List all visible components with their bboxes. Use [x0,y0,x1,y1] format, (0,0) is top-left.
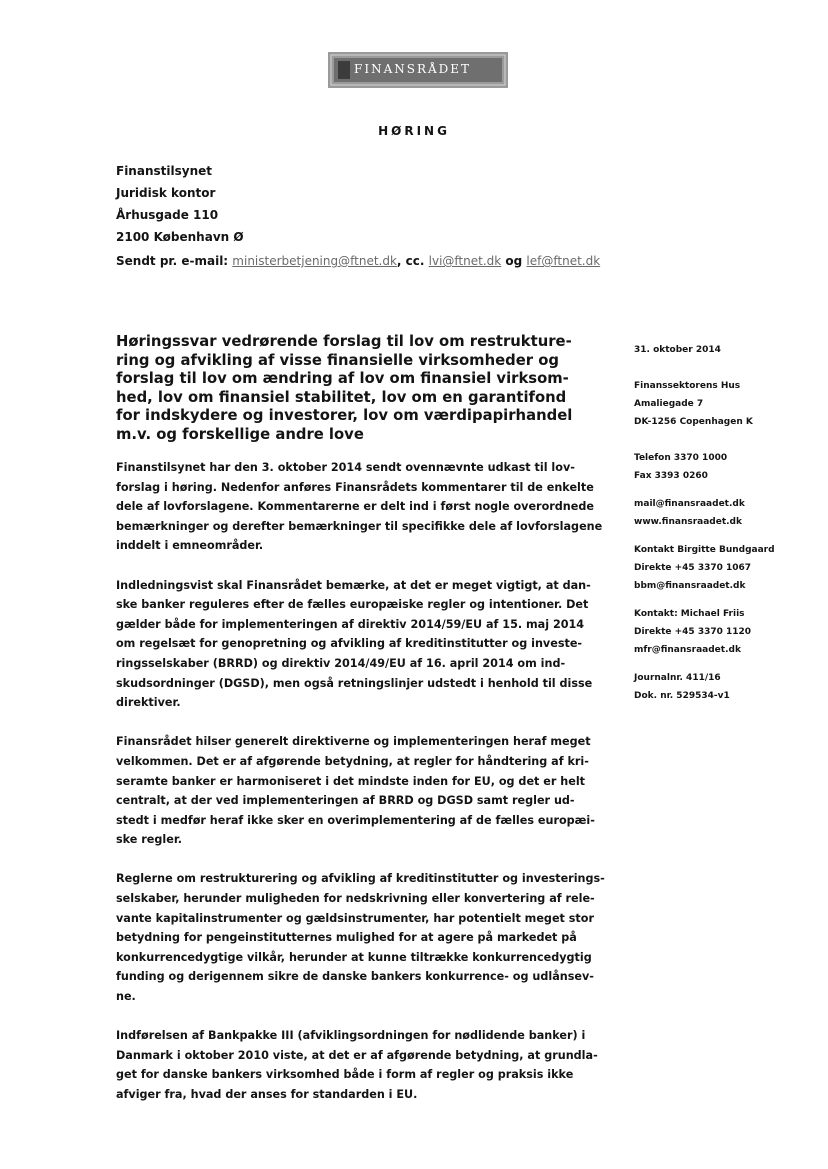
document-heading: HØRING [378,124,450,138]
cc-label: , cc. [396,254,425,268]
subject-line: forslag til lov om ændring af lov om finansiel virksom- [116,370,569,387]
text-line: bemærkninger og derefter bemærkninger til specifikke dele af lovforslagene [116,519,603,533]
text-line: om regelsæt for genopretning og afvikling af kreditinstitutter og investe- [116,637,583,651]
subject-line: ring og afvikling af visse finansielle virksomheder og [116,351,559,369]
contact-2-email: mfr@finansraadet.dk [634,645,741,655]
address-line: 2100 København Ø [116,230,244,244]
text-line: get for danske bankers virksomhed både i form af regler og praksis ikke [116,1068,574,1082]
text-line: Danmark i oktober 2010 viste, at det er af afgørende betydning, at grundla- [116,1048,598,1062]
text-line: inddelt i emneområder. [116,539,264,553]
subject-heading [116,333,596,444]
contact-1-phone: Direkte +45 3370 1067 [634,563,752,573]
contact-1-email: bbm@finansraadet.dk [634,581,746,591]
text-line: betydning for pengeinstitutternes mulighed for at agere på markedet på [116,931,577,945]
og-label: og [505,254,523,268]
contact-1-name: Kontakt Birgitte Bundgaard [634,545,775,555]
org-line: Finanssektorens Hus [634,381,741,391]
text-line: ringsselskaber (BRRD) og direktiv 2014/49/EU af 16. april 2014 om ind- [116,656,566,670]
letter-date: 31. oktober 2014 [634,345,721,355]
journal-number: Journalnr. 411/16 [634,673,721,683]
text-line: seramte banker er harmoniseret i det mindste inden for EU, og det er helt [116,774,586,788]
logo-text: FINANSRÅDET [354,62,472,76]
subject-line: Høringssvar vedrørende forslag til lov om restrukture- [116,333,572,350]
email-link-lef[interactable]: lef@ftnet.dk [526,254,601,268]
text-line: direktiver. [116,696,181,710]
body-text [116,458,605,1124]
text-line: Finansrådet hilser generelt direktiverne og implementeringen heraf meget [116,735,591,749]
document-number: Dok. nr. 529534-v1 [634,691,730,701]
email-link-lvi[interactable]: lvi@ftnet.dk [428,254,502,268]
text-line: Finanstilsynet har den 3. oktober 2014 sendt ovennævnte udkast til lov- [116,461,575,474]
mail-address: mail@finansraadet.dk [634,499,745,509]
website: www.finansraadet.dk [634,517,742,527]
paragraph-5 [116,1026,596,1104]
text-line: ske regler. [116,833,182,847]
sidebar-info [634,341,814,705]
phone-line: Telefon 3370 1000 [634,453,728,463]
text-line: Reglerne om restrukturering og afvikling af kreditinstitutter og investerings- [116,872,605,886]
paragraph-1 [116,458,603,556]
text-line: konkurrencedygtige vilkår, herunder at kunne tiltrække konkurrencedygtig [116,950,592,964]
text-line: centralt, at der ved implementeringen af BRRD og DGSD samt regler ud- [116,794,575,808]
address-line: Århusgade 110 [116,208,219,222]
sent-label: Sendt pr. e-mail: [116,254,229,268]
text-line: forslag i høring. Nedenfor anføres Finansrådets kommentarer til de enkelte [116,480,594,494]
subject-line: m.v. og forskellige andre love [116,425,364,443]
text-line: Indledningsvist skal Finansrådet bemærke, at det er meget vigtigt, at dan- [116,578,591,592]
text-line: dele af lovforslagene. Kommentarerne er delt ind i først nogle overordnede [116,500,594,514]
recipient-address [116,160,244,248]
org-line: DK-1256 Copenhagen K [634,417,753,427]
address-line: Finanstilsynet [116,164,212,178]
sent-by-email-line [116,254,600,268]
text-line: gælder både for implementeringen af direktiv 2014/59/EU af 15. maj 2014 [116,617,585,631]
text-line: ne. [116,990,136,1004]
text-line: funding og derigennem sikre de danske bankers konkurrence- og udlånsev- [116,970,594,984]
address-line: Juridisk kontor [116,186,216,200]
paragraph-4 [116,869,605,1006]
contact-2-phone: Direkte +45 3370 1120 [634,627,752,637]
text-line: vante kapitalinstrumenter og gældsinstrumenter, har potentielt meget stor [116,911,594,925]
text-line: afviger fra, hvad der anses for standarden i EU. [116,1088,418,1101]
subject-line: hed, lov om finansiel stabilitet, lov om en garantifond [116,388,567,406]
text-line: skudsordninger (DGSD), men også retningslinjer udstedt i henhold til disse [116,676,593,690]
fax-line: Fax 3393 0260 [634,471,708,481]
text-line: Indførelsen af Bankpakke III (afviklingsordningen for nødlidende banker) i [116,1029,586,1043]
text-line: velkommen. Det er af afgørende betydning, at regler for håndtering af kri- [116,754,589,768]
finansraadet-logo [328,52,508,88]
contact-2-name: Kontakt: Michael Friis [634,609,745,619]
paragraph-2 [116,576,596,713]
org-line: Amaliegade 7 [634,399,704,409]
email-link-ministerbetjening[interactable]: ministerbetjening@ftnet.dk [232,254,397,268]
text-line: selskaber, herunder muligheden for nedskrivning eller konvertering af rele- [116,892,595,906]
subject-line: for indskydere og investorer, lov om værdipapirhandel [116,407,573,424]
text-line: ske banker reguleres efter de fælles europæiske regler og intentioner. Det [116,598,589,612]
paragraph-3 [116,732,596,850]
text-line: stedt i medfør heraf ikke sker en overimplementering af de fælles europæi- [116,813,595,827]
